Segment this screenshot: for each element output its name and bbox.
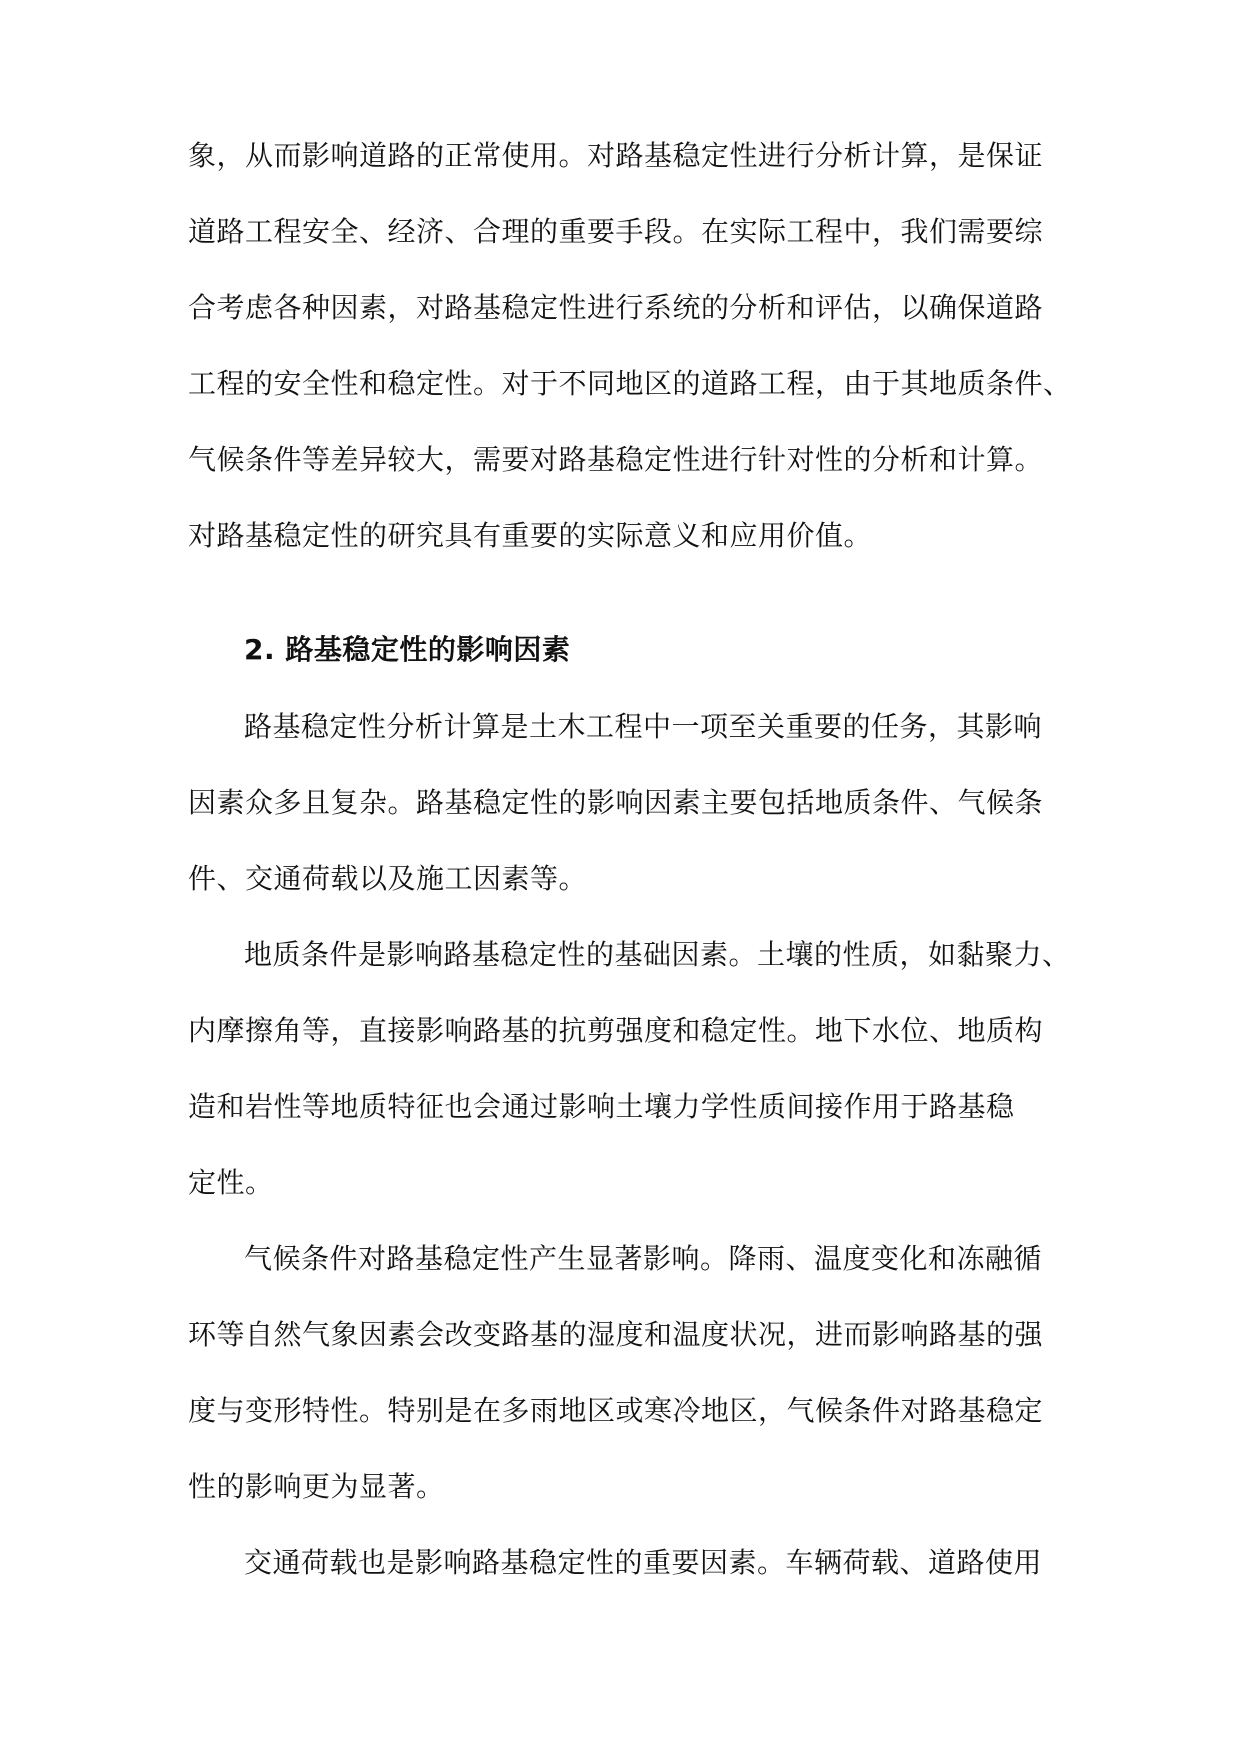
text-line: 因素众多且复杂。路基稳定性的影响因素主要包括地质条件、气候条 [188,786,1044,819]
text-line: 件、交通荷载以及施工因素等。 [188,862,588,895]
text-line: 气候条件对路基稳定性产生显著影响。降雨、温度变化和冻融循 [244,1242,1043,1275]
text-line: 交通荷载也是影响路基稳定性的重要因素。车辆荷载、道路使用 [244,1546,1043,1579]
text-line: 地质条件是影响路基稳定性的基础因素。土壤的性质，如黏聚力、 [244,938,1071,971]
section-heading: 2. 路基稳定性的影响因素 [244,633,571,666]
text-line: 造和岩性等地质特征也会通过影响土壤力学性质间接作用于路基稳 [188,1090,1015,1123]
text-line: 内摩擦角等，直接影响路基的抗剪强度和稳定性。地下水位、地质构 [188,1014,1044,1047]
text-line: 性的影响更为显著。 [188,1470,445,1503]
text-line: 气候条件等差异较大，需要对路基稳定性进行针对性的分析和计算。 [188,443,1044,476]
text-line: 合考虑各种因素，对路基稳定性进行系统的分析和评估，以确保道路 [188,291,1044,324]
text-line: 度与变形特性。特别是在多雨地区或寒冷地区，气候条件对路基稳定 [188,1394,1044,1427]
text-line: 定性。 [188,1166,274,1199]
text-line: 道路工程安全、经济、合理的重要手段。在实际工程中，我们需要综 [188,215,1044,248]
text-line: 象，从而影响道路的正常使用。对路基稳定性进行分析计算，是保证 [188,139,1044,172]
text-line: 工程的安全性和稳定性。对于不同地区的道路工程，由于其地质条件、 [188,367,1072,400]
text-line: 路基稳定性分析计算是土木工程中一项至关重要的任务，其影响 [244,710,1043,743]
text-line: 对路基稳定性的研究具有重要的实际意义和应用价值。 [188,519,873,552]
text-line: 环等自然气象因素会改变路基的湿度和温度状况，进而影响路基的强 [188,1318,1044,1351]
